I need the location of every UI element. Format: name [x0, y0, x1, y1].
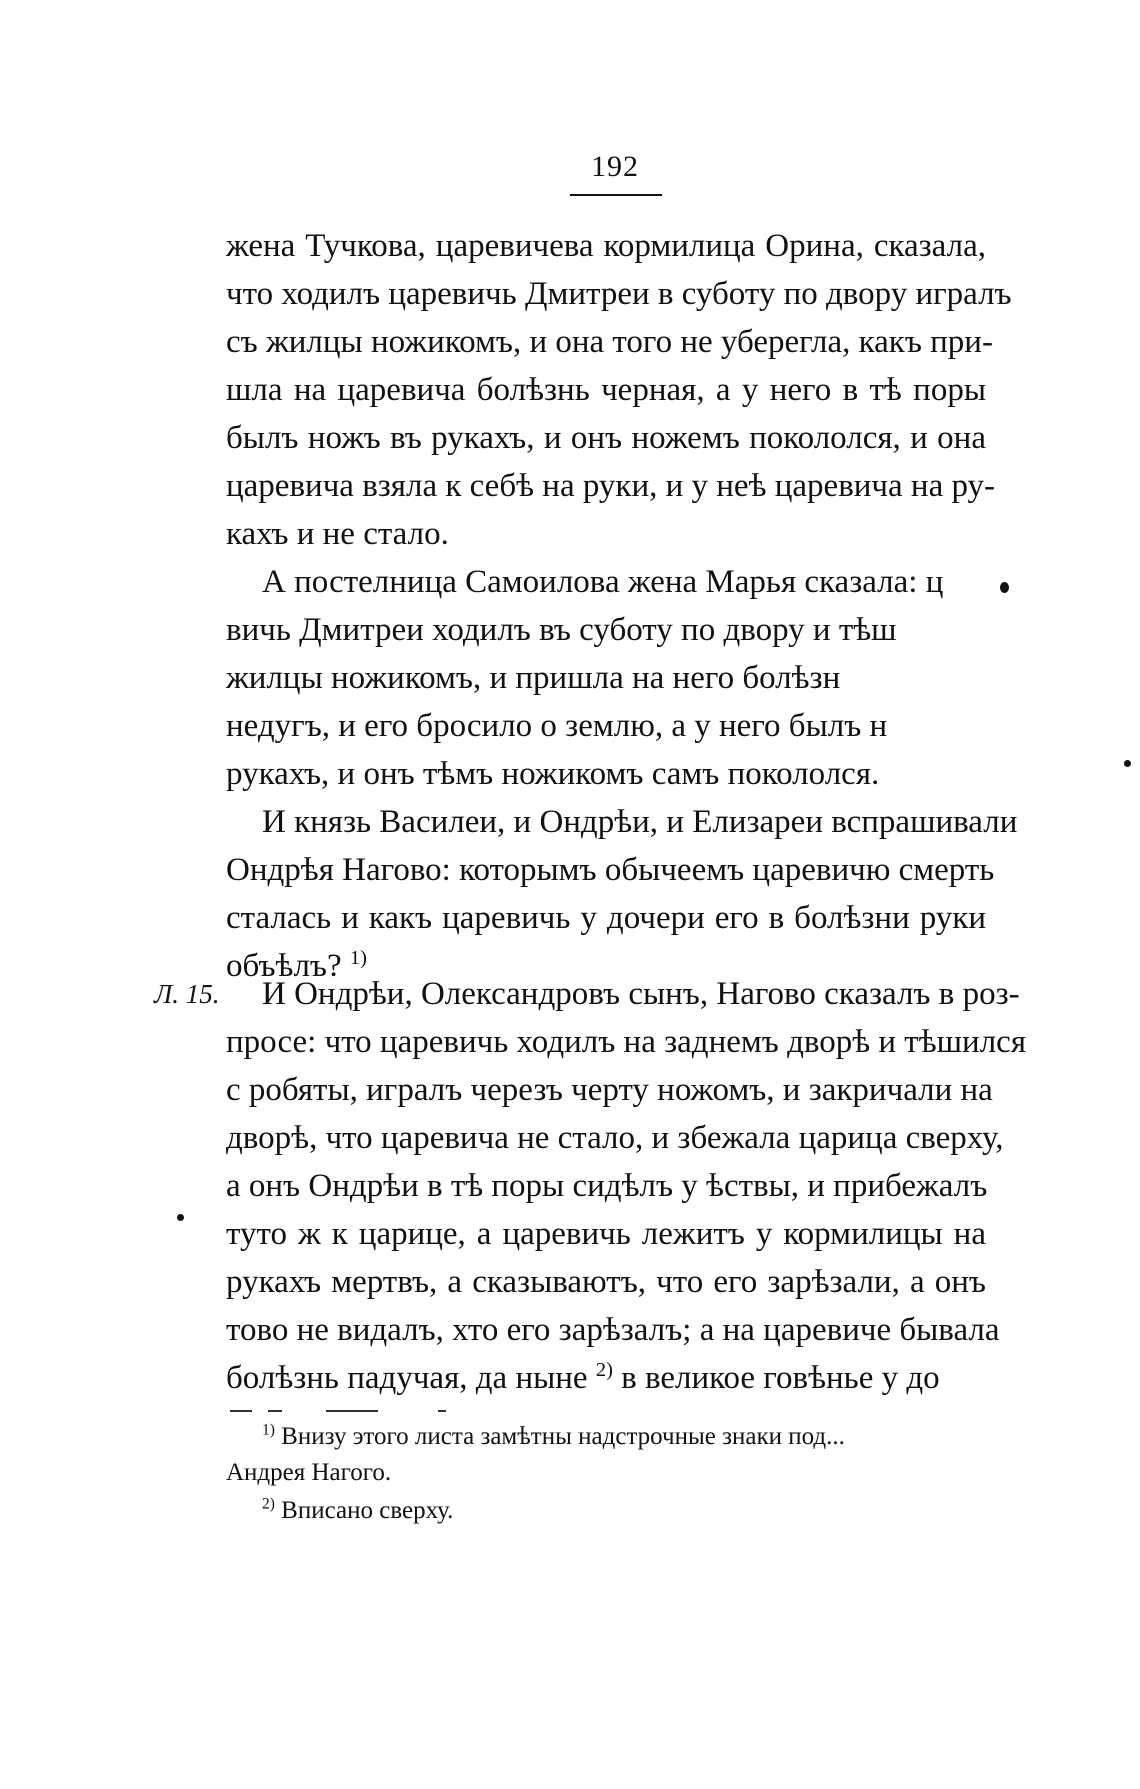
text-line: тово не видалъ, хто его зарѣзалъ; а на царевиче бывала	[226, 1312, 1000, 1348]
text-line: вичь Дмитреи ходилъ въ суботу по двору и тѣш	[226, 612, 897, 648]
footnote-1-continuation: Андрея Нагого.	[226, 1459, 392, 1486]
page-number-rule	[570, 194, 662, 196]
footnote-1	[262, 1422, 845, 1452]
footnote-ref: 1)	[349, 947, 367, 969]
footnote-rule	[268, 1410, 282, 1412]
text-line: И Ондрѣи, Олександровъ сынъ, Нагово сказалъ в роз-	[262, 976, 1020, 1012]
page-number: 192	[591, 150, 639, 183]
footnote-marker: 1)	[262, 1421, 275, 1439]
footnote-rule	[438, 1410, 446, 1412]
text-line-with-footnote	[226, 1358, 946, 1398]
text-line: сталась и какъ царевичь у дочери его в болѣзни руки	[226, 900, 986, 936]
text-line: недугъ, и его бросило о землю, а у него былъ н	[226, 708, 888, 744]
footnote-rule	[326, 1410, 378, 1412]
footnote-text: Внизу этого листа замѣтны надстрочные знаки под...	[281, 1423, 845, 1450]
text-line: кахъ и не стало.	[226, 516, 449, 552]
text-line: А постелница Самоилова жена Марья сказала: ц	[262, 564, 944, 600]
margin-note: Л. 15.	[154, 979, 220, 1009]
text-line: съ жилцы ножикомъ, и она того не уберегла, какъ при-	[226, 324, 993, 360]
scan-speck	[177, 1214, 184, 1221]
text-line: И князь Василеи, и Ондрѣи, и Елизареи вспрашивали	[262, 804, 1018, 840]
footnote-rule	[230, 1410, 252, 1412]
text-line: дворѣ, что царевича не стало, и збежала царица сверху,	[226, 1120, 1004, 1156]
text-line: царевича взяла к себѣ на руки, и у неѣ царевича на ру-	[226, 468, 996, 504]
text-line: жилцы ножикомъ, и пришла на него болѣзн	[226, 660, 841, 696]
footnote-text: Вписано сверху.	[281, 1497, 454, 1524]
text-line: с робяты, игралъ черезъ черту ножомъ, и закричали на	[226, 1072, 993, 1108]
text-line: шла на царевича болѣзнь черная, а у него в тѣ поры	[226, 372, 986, 408]
text-line: туто ж к царице, а царевичь лежитъ у кормилицы на	[226, 1216, 986, 1252]
text-line: что ходилъ царевичь Дмитреи в суботу по двору игралъ	[226, 276, 1012, 312]
text-line: Ондрѣя Нагово: которымъ обычеемъ царевичю смерть	[226, 852, 995, 888]
text-fragment: в великое говѣнье у до	[621, 1360, 940, 1396]
text-line: былъ ножъ въ рукахъ, и онъ ножемъ покололся, и она	[226, 420, 986, 456]
text-line: просе: что царевичь ходилъ на заднемъ дворѣ и тѣшился	[226, 1024, 1027, 1060]
footnote-ref: 2)	[595, 1359, 613, 1381]
scan-speck	[1124, 760, 1131, 767]
text-fragment: болѣзнь падучая, да ныне	[226, 1360, 588, 1396]
text-fragment: объѣлъ?	[226, 948, 342, 984]
text-line: а онъ Ондрѣи в тѣ поры сидѣлъ у ѣствы, и прибежалъ	[226, 1168, 988, 1204]
scan-speck	[1000, 582, 1009, 593]
footnote-2	[262, 1496, 453, 1526]
text-line: жена Тучкова, царевичева кормилица Орина, сказала,	[226, 228, 986, 264]
footnote-marker: 2)	[262, 1495, 275, 1513]
text-line: рукахъ, и онъ тѣмъ ножикомъ самъ покололся.	[226, 756, 880, 792]
text-line: рукахъ мертвъ, а сказываютъ, что его зарѣзали, а онъ	[226, 1264, 986, 1300]
